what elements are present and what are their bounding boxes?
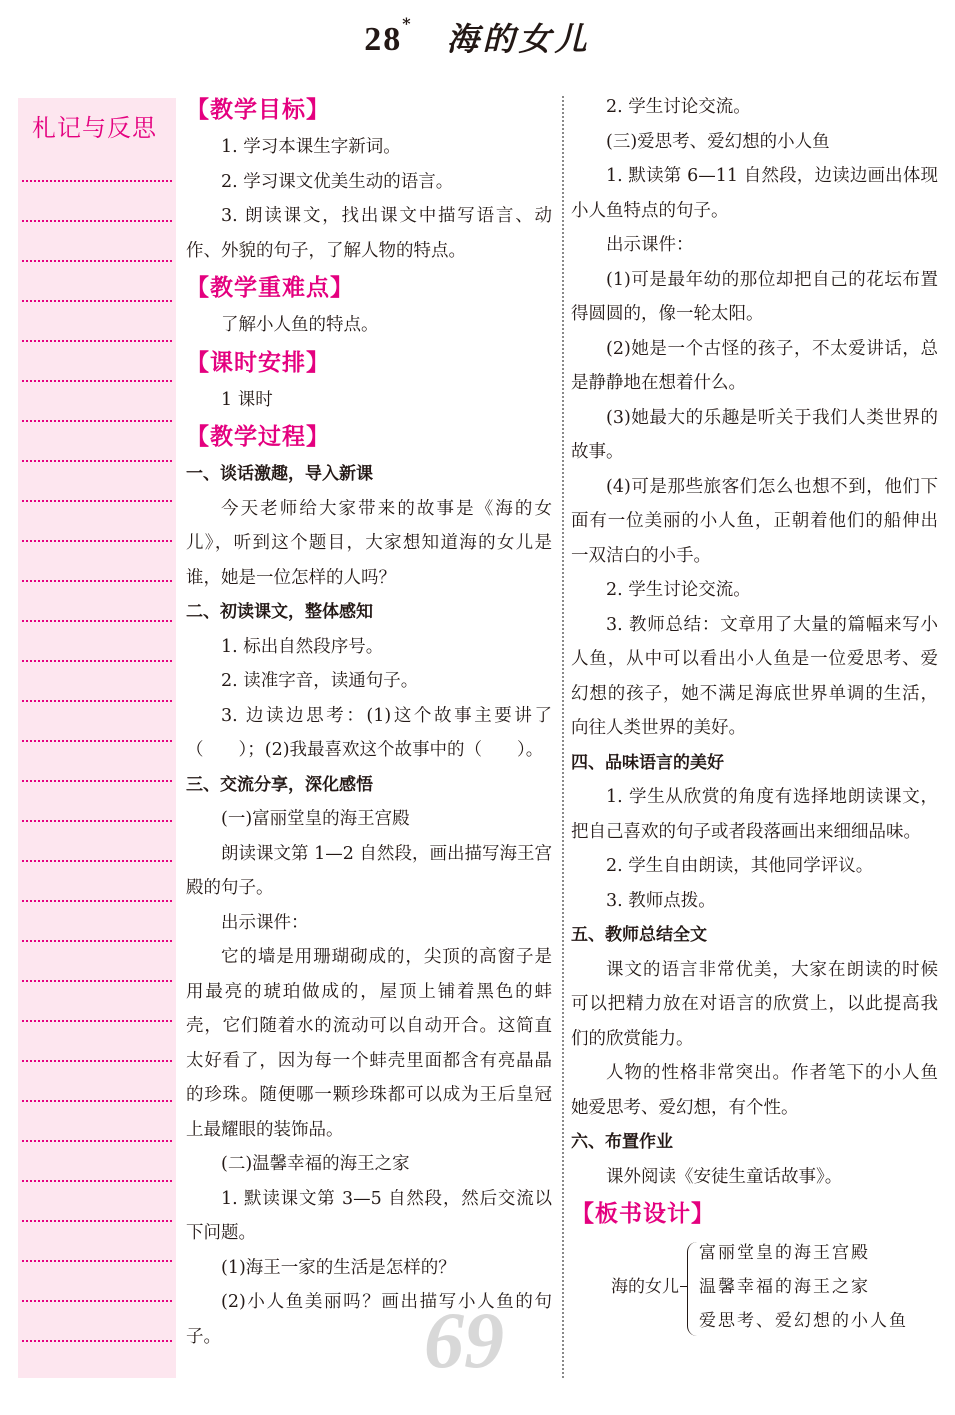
paragraph: (2)她是一个古怪的孩子，不太爱讲话，总是静静地在想着什么。 [571,338,938,393]
paragraph: 3. 教师点拨。 [606,890,716,911]
paragraph: 它的墙是用珊瑚砌成的，尖顶的高窗子是用最亮的琥珀做成的，屋顶上铺着黑色的蚌壳，它们随着水的流动可以自动开合。这简直太好看了，因为每一个蚌壳里面都含有亮晶晶的珍珠。随便哪一颗珍珠都可以成为王后皇冠上最耀眼的装饰品。 [186,947,552,1140]
paragraph: 2. 学生自由朗读，其他同学评议。 [606,856,874,876]
step-heading: 一、谈话激趣，导入新课 [186,464,373,484]
notes-sidebar [18,98,176,1378]
paragraph: (三)爱思考、爱幻想的小人鱼 [606,131,830,152]
paragraph: 人物的性格非常突出。作者笔下的小人鱼她爱思考、爱幻想，有个性。 [571,1063,938,1118]
notes-label: 札记与反思 [32,114,157,142]
page-number: 69 [424,1297,504,1385]
paragraph: (二)温馨幸福的海王之家 [221,1154,410,1174]
board-item: 富丽堂皇的海王宫殿 [699,1243,870,1263]
note-line [22,660,172,662]
paragraph: 出示课件： [606,235,694,255]
step-heading: 三、交流分享，深化感悟 [186,774,373,795]
note-line [22,1100,172,1102]
paragraph: (一)富丽堂皇的海王宫殿 [221,809,410,829]
board-heading: 【板书设计】 [571,1201,715,1227]
key-heading: 【教学重难点】 [186,275,354,301]
note-line [22,420,172,422]
time-item: 1 课时 [221,389,273,410]
paragraph: 今天老师给大家带来的故事是《海的女儿》，听到这个题目，大家想知道海的女儿是谁，她是一位怎样的人吗？ [186,498,552,588]
note-line [22,300,172,302]
brace-icon [687,1242,698,1336]
note-line [22,460,172,462]
note-line [22,1220,172,1222]
goal-heading: 【教学目标】 [186,97,330,123]
page-title [0,14,955,60]
lesson-title: 海的女儿 [446,20,591,58]
paragraph: (3)她最大的乐趣是听关于我们人类世界的故事。 [571,407,938,462]
left-column [186,90,552,1354]
note-line [22,620,172,622]
note-line [22,860,172,862]
paragraph: (1)海王一家的生活是怎样的？ [221,1257,456,1278]
note-line [22,1180,172,1182]
paragraph: 课外阅读《安徒生童话故事》。 [606,1166,843,1187]
column-divider [562,96,564,1378]
paragraph: 朗读课文第 1—2 自然段，画出描写海王宫殿的句子。 [186,843,552,898]
paragraph: 出示课件： [221,912,309,933]
board-item: 温馨幸福的海王之家 [699,1277,870,1297]
step-heading: 二、初读课文，整体感知 [186,602,373,622]
paragraph: 1. 学生从欣赏的角度有选择地朗读课文，把自己喜欢的句子或者段落画出来细细品味。 [571,787,938,842]
note-line [22,220,172,222]
note-line [22,1020,172,1022]
note-line [22,1260,172,1262]
board-center: 海的女儿 [611,1277,679,1297]
note-line [22,740,172,742]
paragraph: 2. 读准字音，读通句子。 [221,671,419,691]
board-item: 爱思考、爱幻想的小人鱼 [699,1311,908,1331]
lesson-number: 28 [364,21,403,58]
step-heading: 五、教师总结全文 [571,925,707,945]
note-line [22,540,172,542]
goal-item: 1. 学习本课生字新词。 [221,137,401,157]
note-line [22,1300,172,1302]
note-line [22,500,172,502]
note-line [22,380,172,382]
note-line [22,820,172,822]
note-line [22,1060,172,1062]
optional-mark: * [402,14,413,33]
note-line [22,340,172,342]
paragraph: (4)可是那些旅客们怎么也想不到，他们下面有一位美丽的小人鱼，正朝着他们的船伸出一双洁白的小手。 [571,476,938,566]
note-line [22,940,172,942]
paragraph: 1. 标出自然段序号。 [221,636,384,657]
note-line [22,780,172,782]
note-line [22,700,172,702]
paragraph: 2. 学生讨论交流。 [606,97,751,117]
paragraph: 3. 教师总结：文章用了大量的篇幅来写小人鱼，从中可以看出小人鱼是一位爱思考、爱幻想的孩子，她不满足海底世界单调的生活，向往人类世界的美好。 [571,614,938,738]
paragraph: 课文的语言非常优美，大家在朗读的时候可以把精力放在对语言的欣赏上，以此提高我们的欣赏能力。 [571,959,938,1049]
paragraph: 1. 默读课文第 3—5 自然段，然后交流以下问题。 [186,1188,552,1243]
right-column [571,90,938,1346]
paragraph: 2. 学生讨论交流。 [606,580,751,600]
board-design [571,1236,938,1346]
paragraph: (2)小人鱼美丽吗？画出描写小人鱼的句子。 [186,1292,552,1347]
step-heading: 六、布置作业 [571,1132,673,1152]
paragraph: (1)可是最年幼的那位却把自己的花坛布置得圆圆的，像一轮太阳。 [571,269,938,324]
note-line [22,900,172,902]
paragraph: 1. 默读第 6—11 自然段，边读边画出体现小人鱼特点的句子。 [571,166,938,221]
note-line [22,580,172,582]
process-heading: 【教学过程】 [186,424,330,450]
time-heading: 【课时安排】 [186,349,330,376]
step-heading: 四、品味语言的美好 [571,752,724,773]
note-line [22,260,172,262]
note-line [22,1340,172,1342]
note-line [22,180,172,182]
key-item: 了解小人鱼的特点。 [221,315,379,335]
goal-item: 2. 学习课文优美生动的语言。 [221,171,454,192]
note-line [22,1140,172,1142]
note-line [22,980,172,982]
goal-item: 3. 朗读课文，找出课文中描写语言、动作、外貌的句子，了解人物的特点。 [186,206,552,261]
paragraph: 3. 边读边思考：(1)这个故事主要讲了（ ）；(2)我最喜欢这个故事中的（ ）。 [186,705,552,760]
